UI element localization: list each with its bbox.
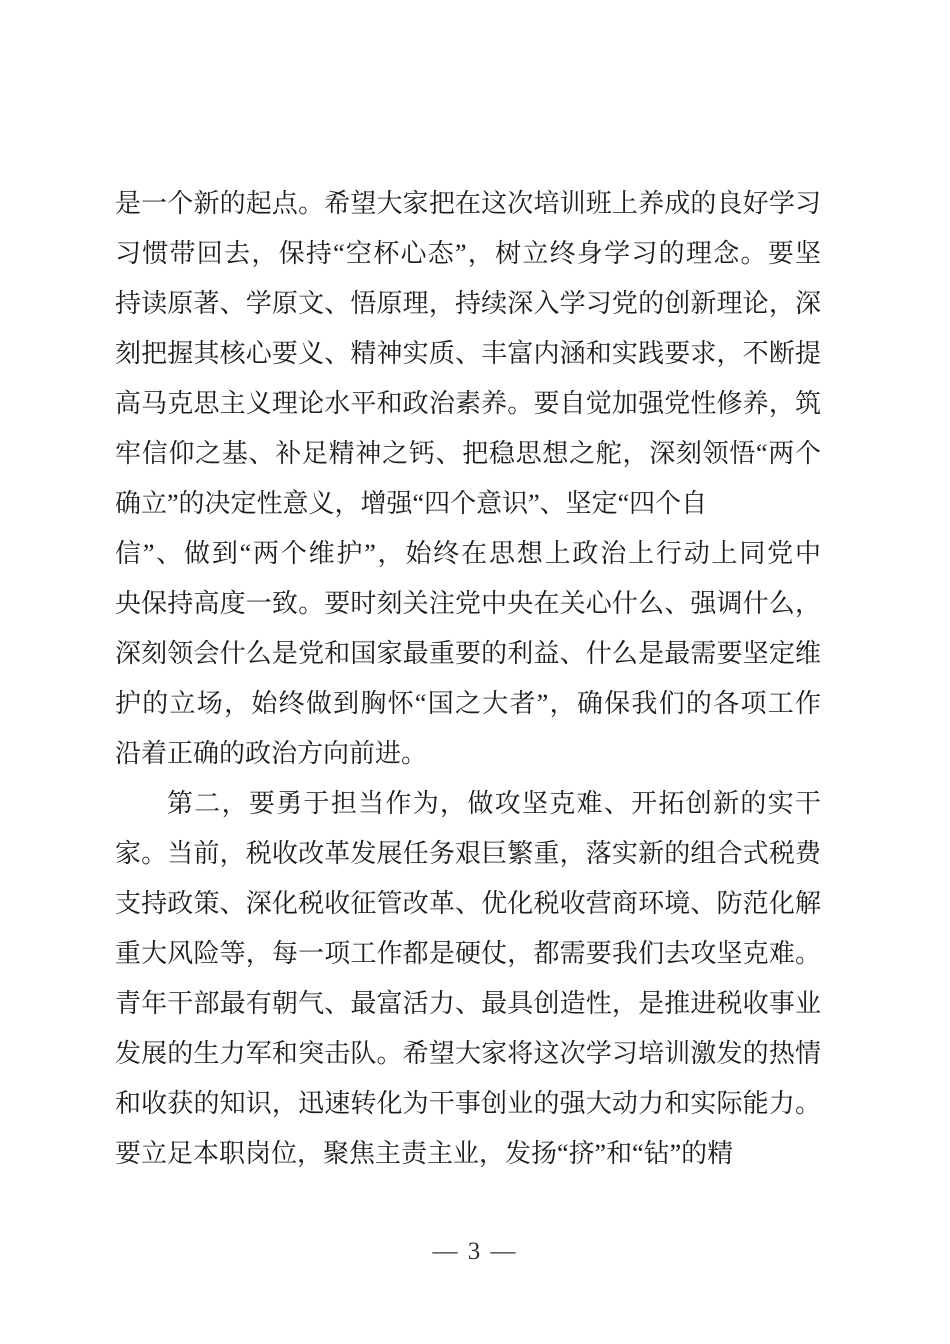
- paragraph-end-line: 沿着正确的政治方向前进。: [115, 739, 428, 768]
- text-line: 要立足本职岗位，聚焦主责主业，发扬“挤”和“钻”的精: [115, 1139, 734, 1168]
- text-line: 信”、做到“两个维护”，始终在思想上政治上行动上同党中: [115, 539, 821, 568]
- text-line: 青年干部最有朝气、最富活力、最具创造性，是推进税收事业: [115, 989, 821, 1018]
- text-line: 牢信仰之基、补足精神之钙、把稳思想之舵，深刻领悟“两个: [115, 439, 821, 468]
- text-line: 发展的生力军和突击队。希望大家将这次学习培训激发的热情: [115, 1039, 821, 1068]
- text-line: 重大风险等，每一项工作都是硬仗，都需要我们去攻坚克难。: [115, 939, 821, 968]
- text-line: 持读原著、学原文、悟原理，持续深入学习党的创新理论，深: [115, 289, 821, 318]
- text-line: 是一个新的起点。希望大家把在这次培训班上养成的良好学习: [115, 189, 821, 218]
- text-line: 家。当前，税收改革发展任务艰巨繁重，落实新的组合式税费: [115, 839, 821, 868]
- paragraph-start-line: 第二，要勇于担当作为，做攻坚克难、开拓创新的实干: [167, 789, 821, 818]
- text-line: 和收获的知识，迅速转化为干事创业的强大动力和实际能力。: [115, 1089, 821, 1118]
- text-line: 习惯带回去，保持“空杯心态”，树立终身学习的理念。要坚: [115, 239, 821, 268]
- text-line: 支持政策、深化税收征管改革、优化税收营商环境、防范化解: [115, 889, 821, 918]
- text-line: 央保持高度一致。要时刻关注党中央在关心什么、强调什么，: [115, 589, 821, 618]
- text-line: 深刻领会什么是党和国家最重要的利益、什么是最需要坚定维: [115, 639, 821, 668]
- text-block: [115, 179, 821, 1179]
- text-line: 确立”的决定性意义，增强“四个意识”、坚定“四个自: [115, 489, 708, 518]
- text-line: 刻把握其核心要义、精神实质、丰富内涵和实践要求，不断提: [115, 339, 821, 368]
- page-number: — 3 —: [432, 1238, 518, 1265]
- text-line: 护的立场，始终做到胸怀“国之大者”，确保我们的各项工作: [115, 689, 821, 718]
- text-line: 高马克思主义理论水平和政治素养。要自觉加强党性修养，筑: [115, 389, 821, 418]
